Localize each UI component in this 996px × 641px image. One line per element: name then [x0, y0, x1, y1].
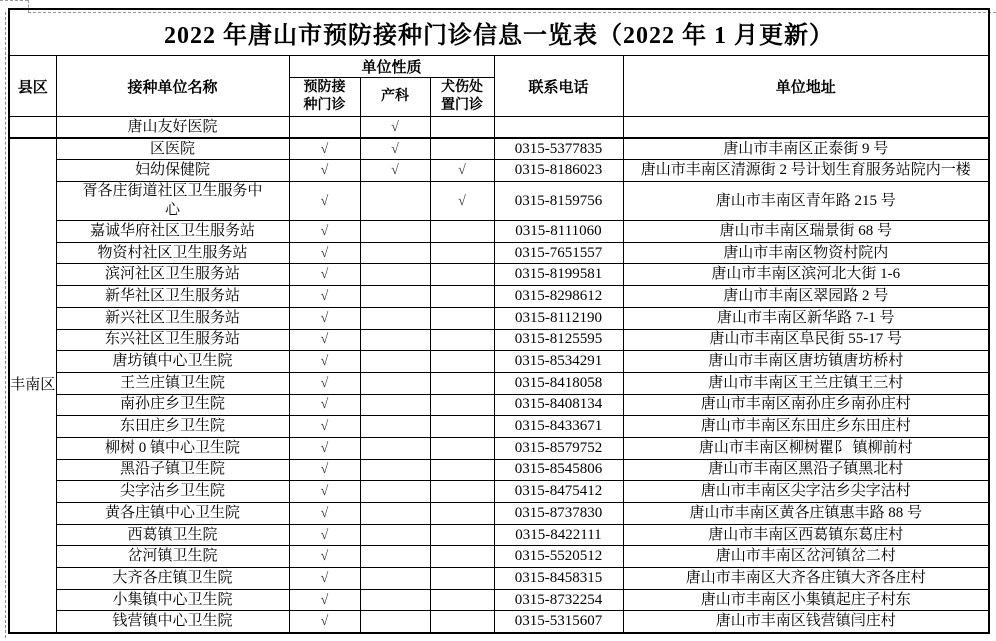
county-cell: 丰南区: [9, 138, 56, 632]
table-title-row: [9, 9, 989, 56]
dog-bite-check-cell: [430, 459, 494, 481]
phone-cell: 0315-8159756: [494, 182, 623, 221]
unit-name-cell: 南孙庄乡卫生院: [56, 394, 289, 416]
table-row: [9, 524, 989, 546]
obstetrics-check-cell: [360, 459, 430, 481]
phone-cell: 0315-8475412: [494, 481, 623, 503]
address-cell: 唐山市丰南区尖字沽乡尖字沽村: [623, 481, 989, 503]
address-cell: 唐山市丰南区钱营镇闫庄村: [623, 611, 989, 633]
prevention-check-cell: √: [289, 286, 360, 308]
address-cell: 唐山市丰南区西葛镇东葛庄村: [623, 524, 989, 546]
obstetrics-check-cell: [360, 221, 430, 243]
unit-name-cell: 大齐各庄镇卫生院: [56, 568, 289, 590]
phone-cell: 0315-8125595: [494, 329, 623, 351]
dog-bite-check-cell: [430, 307, 494, 329]
address-cell: 唐山市丰南区物资村院内: [623, 242, 989, 264]
header-unit-nature: 单位性质: [289, 56, 494, 78]
phone-cell: 0315-8111060: [494, 221, 623, 243]
obstetrics-check-cell: [360, 329, 430, 351]
address-cell: 唐山市丰南区清源街 2 号计划生育服务站院内一楼: [623, 160, 989, 182]
address-cell: 唐山市丰南区小集镇起庄子村东: [623, 589, 989, 611]
table-row: [9, 329, 989, 351]
unit-name-cell: 唐坊镇中心卫生院: [56, 351, 289, 373]
dog-bite-check-cell: [430, 242, 494, 264]
address-cell: 唐山市丰南区大齐各庄镇大齐各庄村: [623, 568, 989, 590]
dog-bite-check-cell: [430, 416, 494, 438]
dog-bite-check-cell: [430, 589, 494, 611]
phone-cell: 0315-8534291: [494, 351, 623, 373]
page-title: 2022 年唐山市预防接种门诊信息一览表（2022 年 1 月更新）: [9, 9, 989, 56]
prevention-check-cell: √: [289, 546, 360, 568]
phone-cell: 0315-7651557: [494, 242, 623, 264]
dog-bite-check-cell: [430, 264, 494, 286]
obstetrics-check-cell: [360, 437, 430, 459]
page-break-dash-left: [5, 12, 6, 638]
unit-name-cell: 物资村社区卫生服务站: [56, 242, 289, 264]
obstetrics-check-cell: [360, 264, 430, 286]
obstetrics-check-cell: [360, 372, 430, 394]
unit-name-cell: 黄各庄镇中心卫生院: [56, 503, 289, 525]
prevention-check-cell: √: [289, 481, 360, 503]
header-prevention-clinic-label: 预防接种门诊: [303, 80, 346, 113]
phone-cell: 0315-8112190: [494, 307, 623, 329]
unit-name-cell: 滨河社区卫生服务站: [56, 264, 289, 286]
dog-bite-check-cell: [430, 568, 494, 590]
obstetrics-check-cell: [360, 481, 430, 503]
prevention-check-cell: √: [289, 524, 360, 546]
address-cell: 唐山市丰南区翠园路 2 号: [623, 286, 989, 308]
prevention-check-cell: √: [289, 394, 360, 416]
obstetrics-check-cell: [360, 351, 430, 373]
table-row: [9, 611, 989, 633]
phone-cell: 0315-8186023: [494, 160, 623, 182]
prevention-check-cell: √: [289, 459, 360, 481]
page-break-dash-corner: [0, 0, 28, 1]
phone-cell: 0315-5520512: [494, 546, 623, 568]
address-cell: 唐山市丰南区王兰庄镇王三村: [623, 372, 989, 394]
dog-bite-check-cell: √: [430, 160, 494, 182]
table-row: [9, 481, 989, 503]
prevention-check-cell: [289, 117, 360, 139]
obstetrics-check-cell: √: [360, 160, 430, 182]
header-prevention-clinic: [289, 78, 360, 117]
table-row: [9, 242, 989, 264]
unit-name-cell: 王兰庄镇卫生院: [56, 372, 289, 394]
obstetrics-check-cell: [360, 307, 430, 329]
address-cell: 唐山市丰南区东田庄乡东田庄村: [623, 416, 989, 438]
address-cell: 唐山市丰南区黄各庄镇惠丰路 88 号: [623, 503, 989, 525]
prevention-check-cell: √: [289, 351, 360, 373]
phone-cell: 0315-8545806: [494, 459, 623, 481]
obstetrics-check-cell: [360, 546, 430, 568]
dog-bite-check-cell: [430, 221, 494, 243]
dog-bite-check-cell: [430, 546, 494, 568]
phone-cell: 0315-8418058: [494, 372, 623, 394]
dog-bite-check-cell: [430, 481, 494, 503]
table-row: [9, 437, 989, 459]
table-row: [9, 394, 989, 416]
address-cell: 唐山市丰南区南孙庄乡南孙庄村: [623, 394, 989, 416]
obstetrics-check-cell: [360, 524, 430, 546]
unit-name-cell: 嘉诚华府社区卫生服务站: [56, 221, 289, 243]
address-cell: 唐山市丰南区岔河镇岔二村: [623, 546, 989, 568]
table-row: [9, 589, 989, 611]
dog-bite-check-cell: [430, 138, 494, 160]
header-obstetrics: 产科: [360, 78, 430, 117]
prevention-check-cell: √: [289, 503, 360, 525]
dog-bite-check-cell: [430, 611, 494, 633]
obstetrics-check-cell: [360, 568, 430, 590]
unit-name-cell: 黑沿子镇卫生院: [56, 459, 289, 481]
address-cell: 唐山市丰南区唐坊镇唐坊桥村: [623, 351, 989, 373]
prevention-check-cell: √: [289, 242, 360, 264]
phone-cell: [494, 117, 623, 139]
phone-cell: 0315-8732254: [494, 589, 623, 611]
unit-name-cell: 新华社区卫生服务站: [56, 286, 289, 308]
county-cell: [9, 117, 56, 139]
unit-name-cell: 尖字沽乡卫生院: [56, 481, 289, 503]
dog-bite-check-cell: [430, 524, 494, 546]
table-row: [9, 546, 989, 568]
table-row: [9, 459, 989, 481]
address-cell: [623, 117, 989, 139]
address-cell: 唐山市丰南区瑞景街 68 号: [623, 221, 989, 243]
prevention-check-cell: √: [289, 416, 360, 438]
dog-bite-check-cell: √: [430, 182, 494, 221]
table-row: [9, 372, 989, 394]
prevention-check-cell: √: [289, 307, 360, 329]
phone-cell: 0315-8422111: [494, 524, 623, 546]
prevention-check-cell: √: [289, 264, 360, 286]
obstetrics-check-cell: [360, 242, 430, 264]
unit-name-cell: 钱营镇中心卫生院: [56, 611, 289, 633]
header-unit-name: 接种单位名称: [56, 56, 289, 117]
unit-name-cell: 胥各庄街道社区卫生服务中心: [56, 182, 289, 221]
table-row: [9, 160, 989, 182]
address-cell: 唐山市丰南区滨河北大街 1-6: [623, 264, 989, 286]
table-body: [9, 117, 989, 633]
unit-name-cell: 区医院: [56, 138, 289, 160]
obstetrics-check-cell: √: [360, 117, 430, 139]
prevention-check-cell: √: [289, 611, 360, 633]
prevention-check-cell: √: [289, 221, 360, 243]
address-cell: 唐山市丰南区阜民街 55-17 号: [623, 329, 989, 351]
unit-name-cell: 唐山友好医院: [56, 117, 289, 139]
phone-cell: 0315-5315607: [494, 611, 623, 633]
table-row: [9, 138, 989, 160]
phone-cell: 0315-5377835: [494, 138, 623, 160]
dog-bite-check-cell: [430, 329, 494, 351]
prevention-check-cell: √: [289, 182, 360, 221]
table-row: [9, 264, 989, 286]
obstetrics-check-cell: [360, 416, 430, 438]
phone-cell: 0315-8579752: [494, 437, 623, 459]
address-cell: 唐山市丰南区青年路 215 号: [623, 182, 989, 221]
phone-cell: 0315-8199581: [494, 264, 623, 286]
phone-cell: 0315-8298612: [494, 286, 623, 308]
table-row: [9, 286, 989, 308]
prevention-check-cell: √: [289, 372, 360, 394]
prevention-check-cell: √: [289, 329, 360, 351]
dog-bite-check-cell: [430, 437, 494, 459]
header-dog-bite-clinic: [430, 78, 494, 117]
dog-bite-check-cell: [430, 286, 494, 308]
header-county: 县区: [9, 56, 56, 117]
unit-name-cell: 新兴社区卫生服务站: [56, 307, 289, 329]
prevention-check-cell: √: [289, 138, 360, 160]
prevention-check-cell: √: [289, 160, 360, 182]
prevention-check-cell: √: [289, 437, 360, 459]
unit-name-cell: 西葛镇卫生院: [56, 524, 289, 546]
table-row: [9, 182, 989, 221]
address-cell: 唐山市丰南区黑沿子镇黑北村: [623, 459, 989, 481]
header-address: 单位地址: [623, 56, 989, 117]
vaccination-clinic-table: [8, 8, 990, 634]
phone-cell: 0315-8408134: [494, 394, 623, 416]
address-cell: 唐山市丰南区柳树瞿阝 镇柳前村: [623, 437, 989, 459]
obstetrics-check-cell: [360, 286, 430, 308]
unit-name-cell: 妇幼保健院: [56, 160, 289, 182]
prevention-check-cell: √: [289, 568, 360, 590]
phone-cell: 0315-8433671: [494, 416, 623, 438]
address-cell: 唐山市丰南区新华路 7-1 号: [623, 307, 989, 329]
obstetrics-check-cell: [360, 394, 430, 416]
unit-name-cell: 柳树 0 镇中心卫生院: [56, 437, 289, 459]
dog-bite-check-cell: [430, 394, 494, 416]
dog-bite-check-cell: [430, 351, 494, 373]
header-phone: 联系电话: [494, 56, 623, 117]
prevention-check-cell: √: [289, 589, 360, 611]
dog-bite-check-cell: [430, 503, 494, 525]
obstetrics-check-cell: [360, 503, 430, 525]
dog-bite-check-cell: [430, 117, 494, 139]
unit-name-cell: 小集镇中心卫生院: [56, 589, 289, 611]
header-dog-bite-clinic-label: 犬伤处置门诊: [441, 80, 483, 113]
table-row: [9, 568, 989, 590]
unit-name-cell: 岔河镇卫生院: [56, 546, 289, 568]
unit-name-cell: 东兴社区卫生服务站: [56, 329, 289, 351]
phone-cell: 0315-8458315: [494, 568, 623, 590]
table-row: [9, 117, 989, 139]
unit-name-cell: 东田庄乡卫生院: [56, 416, 289, 438]
obstetrics-check-cell: [360, 611, 430, 633]
table-row: [9, 503, 989, 525]
address-cell: 唐山市丰南区正泰街 9 号: [623, 138, 989, 160]
phone-cell: 0315-8737830: [494, 503, 623, 525]
table-row: [9, 221, 989, 243]
table-row: [9, 307, 989, 329]
dog-bite-check-cell: [430, 372, 494, 394]
obstetrics-check-cell: √: [360, 138, 430, 160]
table-row: [9, 351, 989, 373]
table-row: [9, 416, 989, 438]
header-row-1: [9, 56, 989, 78]
obstetrics-check-cell: [360, 182, 430, 221]
obstetrics-check-cell: [360, 589, 430, 611]
